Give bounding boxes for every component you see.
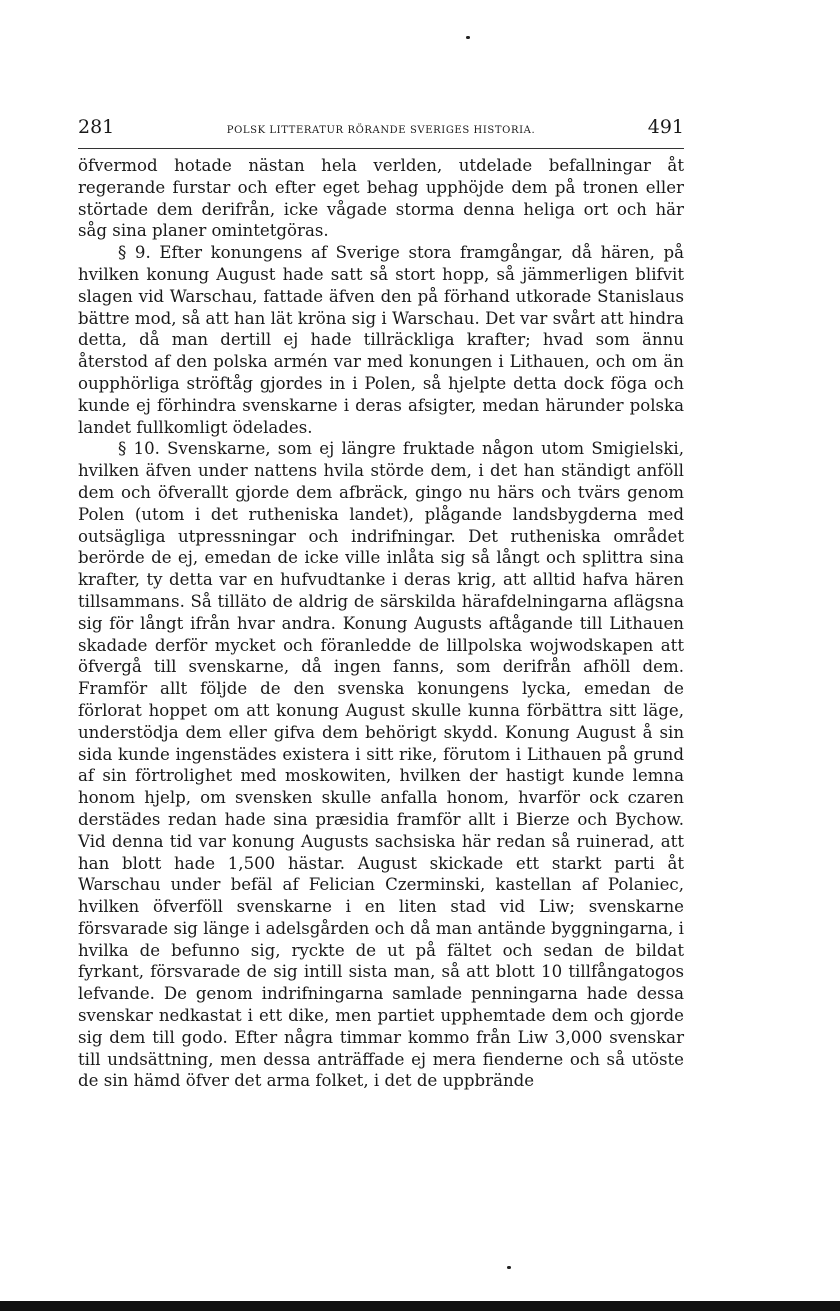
body-text [78,155,684,1092]
scan-bottom-edge [0,1301,840,1311]
paragraph-section-10: § 10. Svenskarne, som ej längre fruktade någon utom Smigielski, hvilken äfven under nattens hvila störde dem, i det han ständigt anföll dem och öfverallt gjorde dem afbräck, gingo nu härs och tvärs genom Polen (utom i det rutheniska landet), plågande landsbygderna med outsägliga utpressningar och indrifningar. Det rutheniska området berörde de ej, emedan de icke ville inlåta sig så långt och splittra sina krafter, ty detta var en hufvudtanke i deras krig, att alltid hafva hären tillsammans. Så tilläto de aldrig de särskilda härafdelningarna aflägsna sig för långt ifrån hvar andra. Konung Augusts aftågande till Lithauen skadade derför mycket och föranledde de lillpolska wojwodskapen att öfvergå till svenskarne, då ingen fanns, som derifrån afhöll dem. Framför allt följde de den svenska konungens lycka, emedan de förlorat hoppet om att konung August skulle kunna förbättra sitt läge, understödja dem eller gifva dem behörigt skydd. Konung August å sin sida kunde ingenstädes existera i sitt rike, förutom i Lithauen på grund af sin förtrolighet med moskowiten, hvilken der hastigt kunde lemna honom hjelp, om svensken skulle anfalla honom, hvarför ock czaren derstädes redan hade sina præsidia framför allt i Bierze och Bychow. Vid denna tid var konung Augusts sachsiska här redan så ruinerad, att han blott hade 1,500 hästar. August skickade ett starkt parti åt Warschau under befäl af Felician Czerminski, kastellan af Polaniec, hvilken öfverföll svenskarne i en liten stad vid Liw; svenskarne försvarade sig länge i adelsgården och då man antände byggningarna, i hvilka de befunno sig, ryckte de ut på fältet och sedan de bildat fyrkant, försvarade de sig intill sista man, så att blott 10 tillfångatogos lefvande. De genom indrifningarna samlade penningarna hade dessa svenskar nedkastat i ett dike, men partiet upphemtade dem och gjorde sig dem till godo. Efter några timmar kommo från Liw 3,000 svenskar till undsättning, men dessa anträffade ej mera fienderne och så utöste de sin hämd öfver det arma folket, i det de uppbrände [78,439,684,1091]
page-number-right: 491 [647,116,684,138]
paragraph-continuation: öfvermod hotade nästan hela verlden, utdelade befallningar åt regerande furstar och efter eget behag upphöjde dem på tronen eller störtade dem derifrån, icke vågade storma denna heliga ort och här såg sina planer omintetgöras. [78,156,684,241]
page-number-left: 281 [78,116,115,138]
paragraph-section-9: § 9. Efter konungens af Sverige stora framgångar, då hären, på hvilken konung August hade satt så stort hopp, så jämmerligen blifvit slagen vid Warschau, fattade äfven den på förhand utkorade Stanislaus bättre mod, så att han lät kröna sig i Warschau. Det var svårt att hindra detta, då man dertill ej hade tillräckliga krafter; hvad som ännu återstod af den polska armén var med konungen i Lithauen, och om än oupphörliga ströftåg gjordes in i Polen, så hjelpte detta dock föga och kunde ej förhindra svenskarne i deras afsigter, medan härunder polska landet fullkomligt ödelades. [78,243,684,437]
scan-speck [507,1266,511,1269]
running-title: POLSK LITTERATUR RÖRANDE SVERIGES HISTORIA. [226,125,536,136]
running-header [78,116,684,148]
scan-speck [466,36,470,39]
header-rule [78,148,684,149]
book-page [78,116,684,1092]
